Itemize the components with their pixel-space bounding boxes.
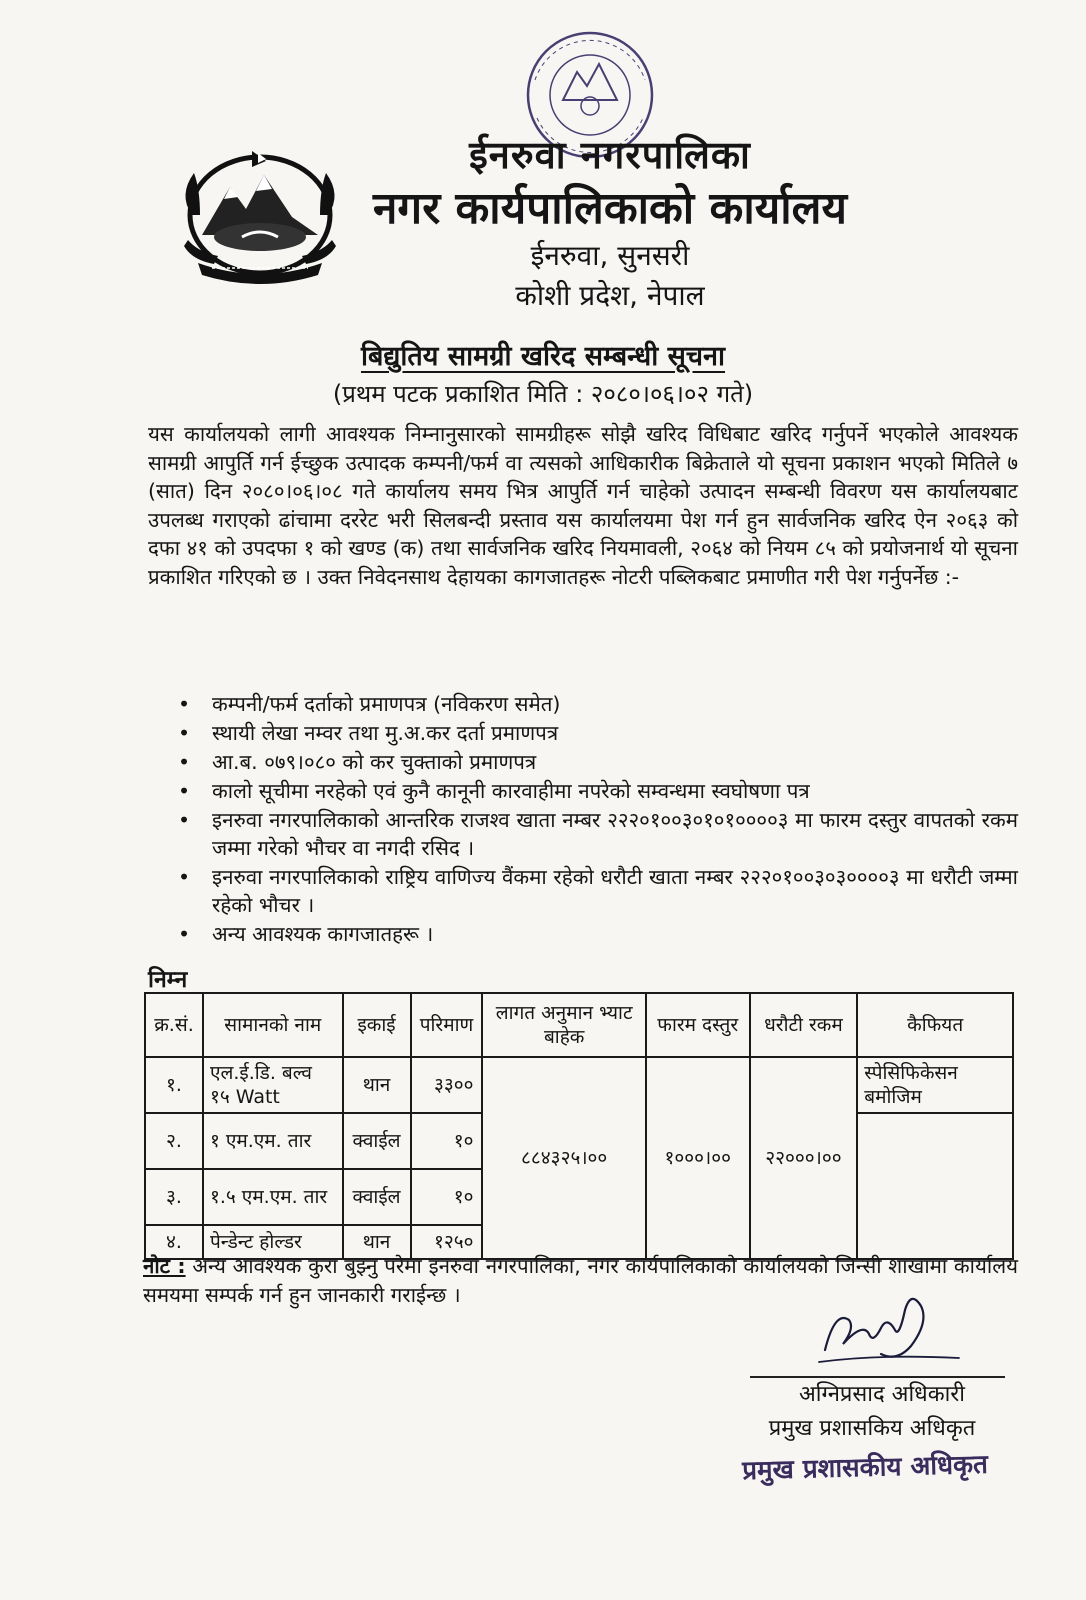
cell-item: एल.ई.डि. बल्व १५ Watt bbox=[203, 1057, 343, 1113]
col-header-cost: लागत अनुमान भ्याट बाहेक bbox=[482, 993, 645, 1057]
cell-qty: १२५० bbox=[411, 1225, 483, 1259]
bullet-icon: • bbox=[178, 779, 191, 803]
notice-subject: बिद्युतिय सामग्री खरिद सम्बन्धी सूचना bbox=[360, 341, 726, 372]
cell-item: पेन्डेन्ट होल्डर bbox=[203, 1225, 343, 1259]
list-item: • इनरुवा नगरपालिकाको आन्तरिक राजश्व खाता नम्बर २२२०१००३०१०१००००३ मा फारम दस्तुर वापतको रकम जम्मा गरेको भौचर वा नगदी रसिद । bbox=[178, 808, 1018, 860]
cell-form-fee: १०००।०० bbox=[646, 1057, 750, 1259]
cell-item: १ एम.एम. तार bbox=[203, 1113, 343, 1169]
list-item: • अन्य आवश्यक कागजातहरू । bbox=[178, 922, 434, 946]
cell-item: १.५ एम.एम. तार bbox=[203, 1169, 343, 1225]
cell-cost-estimate: ८८४३२५।०० bbox=[482, 1057, 645, 1259]
list-item: • स्थायी लेखा नम्वर तथा मु.अ.कर दर्ता प्रमाणपत्र bbox=[178, 721, 559, 745]
col-header-qty: परिमाण bbox=[411, 993, 483, 1057]
table-caption: निम्न bbox=[148, 967, 188, 993]
cell-qty: १० bbox=[411, 1113, 483, 1169]
table-row bbox=[145, 1057, 1013, 1113]
office-province: कोशी प्रदेश, नेपाल bbox=[515, 279, 705, 312]
list-item: • आ.ब. ०७९।०८० को कर चुक्ताको प्रमाणपत्र bbox=[178, 750, 537, 774]
cell-qty: १० bbox=[411, 1169, 483, 1225]
col-header-sn: क्र.सं. bbox=[145, 993, 203, 1057]
office-name: नगर कार्यपालिकाको कार्यालय bbox=[373, 183, 847, 234]
cell-sn: १. bbox=[145, 1057, 203, 1113]
col-header-unit: इकाई bbox=[343, 993, 411, 1057]
office-location: ईनरुवा, सुनसरी bbox=[530, 239, 690, 272]
signatory-post: प्रमुख प्रशासकिय अधिकृत bbox=[768, 1416, 976, 1441]
publication-date: (प्रथम पटक प्रकाशित मिति : २०८०।०६।०२ गते) bbox=[332, 380, 754, 408]
cell-remark: स्पेसिफिकेसन बमोजिम bbox=[857, 1057, 1013, 1113]
bullet-icon: • bbox=[178, 922, 191, 946]
footnote-text: अन्य आवश्यक कुरा बुझ्नु परेमा इनरुवा नगरपालिका, नगर कार्यपालिकाको कार्यालयको जिन्सी शाखामा कार्यालय समयमा सम्पर्क गर्न हुन जानकारी गराईन्छ । bbox=[143, 1254, 1018, 1307]
requirements-list bbox=[178, 690, 1018, 949]
signatory-name: अग्निप्रसाद अधिकारी bbox=[799, 1382, 965, 1407]
cell-sn: ३. bbox=[145, 1169, 203, 1225]
footnote-label: नोट : bbox=[143, 1254, 186, 1278]
municipality-name: ईनरुवा नगरपालिका bbox=[469, 133, 751, 177]
bullet-icon: • bbox=[178, 692, 191, 716]
list-item: • कम्पनी/फर्म दर्ताको प्रमाणपत्र (नविकरण समेत) bbox=[178, 692, 561, 716]
col-header-form-fee: फारम दस्तुर bbox=[646, 993, 750, 1057]
notice-body: यस कार्यालयको लागी आवश्यक निम्नानुसारको सामग्रीहरू सोझै खरिद विधिबाट खरिद गर्नुपर्ने भएकोले आवश्यक सामग्री आपुर्ति गर्न ईच्छुक उत्पादक कम्पनी/फर्म वा त्यसको आधिकारीक बिक्रेताले यो सूचना प्रकाशन भएको मितिले ७ (सात) दिन २०८०।०६।०८ गते कार्यालय समय भित्र आपुर्ति गर्न चाहेको उत्पादन सम्बन्धी विवरण यस कार्यालयबाट उपलब्ध गराएको ढांचामा दररेट भरी सिलबन्दी प्रस्ताव यस कार्यालयमा पेश गर्न हुन सार्वजनिक खरिद ऐन २०६३ को दफा ४१ को उपदफा १ को खण्ड (क) तथा सार्वजनिक खरिद नियमावली, २०६४ को नियम ८५ को प्रयोजनार्थ यो सूचना प्रकाशित गरिएको छ । उक्त निवेदनसाथ देहायका कागजातहरू नोटरी पब्लिकबाट प्रमाणीत गरी पेश गर्नुपर्नेछ :- bbox=[148, 422, 1018, 589]
bullet-icon: • bbox=[178, 865, 191, 889]
col-header-remark: कैफियत bbox=[857, 993, 1013, 1057]
col-header-item: सामानको नाम bbox=[203, 993, 343, 1057]
table-header-row bbox=[145, 993, 1013, 1057]
cell-sn: ४. bbox=[145, 1225, 203, 1259]
items-table bbox=[144, 992, 1014, 1260]
bullet-icon: • bbox=[178, 750, 191, 774]
designation-stamp: प्रमुख प्रशासकीय अधिकृत bbox=[741, 1449, 989, 1487]
cell-remark-empty bbox=[857, 1113, 1013, 1259]
cell-sn: २. bbox=[145, 1113, 203, 1169]
cell-unit: क्वाईल bbox=[343, 1169, 411, 1225]
handwritten-signature-icon bbox=[805, 1290, 965, 1380]
list-item: • कालो सूचीमा नरहेको एवं कुनै कानूनी कारवाहीमा नपरेको सम्वन्धमा स्वघोषणा पत्र bbox=[178, 779, 810, 803]
cell-qty: ३३०० bbox=[411, 1057, 483, 1113]
cell-unit: क्वाईल bbox=[343, 1113, 411, 1169]
bullet-icon: • bbox=[178, 808, 191, 832]
list-item: • इनरुवा नगरपालिकाको राष्ट्रिय वाणिज्य वैंकमा रहेको धरौटी खाता नम्बर २२२०१००३०३००००३ मा धरौटी जम्मा रहेको भौचर । bbox=[178, 865, 1018, 917]
cell-deposit: २२०००।०० bbox=[750, 1057, 858, 1259]
cell-unit: थान bbox=[343, 1225, 411, 1259]
col-header-deposit: धरौटी रकम bbox=[750, 993, 858, 1057]
cell-unit: थान bbox=[343, 1057, 411, 1113]
bullet-icon: • bbox=[178, 721, 191, 745]
